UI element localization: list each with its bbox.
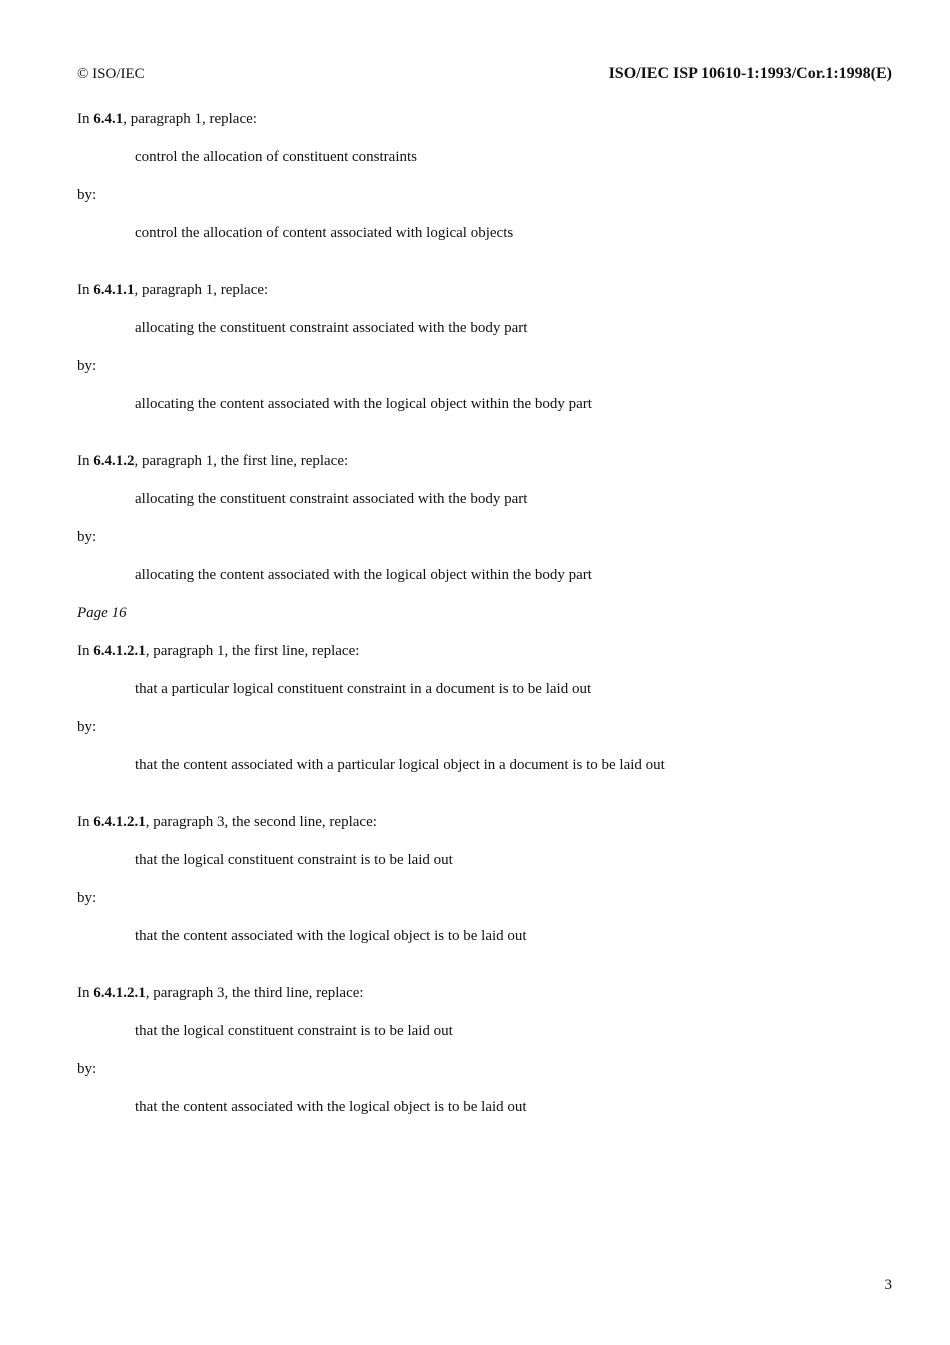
replacement-text: that the content associated with a particular logical object in a document is to be laid out <box>135 757 665 773</box>
instruction-line <box>77 984 897 1002</box>
original-text: that the logical constituent constraint is to be laid out <box>135 1023 453 1039</box>
correction-block <box>77 110 897 242</box>
instruction-suffix: , paragraph 3, the second line, replace: <box>145 814 377 830</box>
instruction-line <box>77 642 897 660</box>
instruction-suffix: , paragraph 1, replace: <box>123 111 257 127</box>
instruction-suffix: , paragraph 3, the third line, replace: <box>145 985 364 1001</box>
clause-number: 6.4.1.2.1 <box>93 814 146 830</box>
instruction-prefix: In <box>77 985 94 1001</box>
instruction-prefix: In <box>77 282 94 298</box>
header-standard-id: ISO/IEC ISP 10610-1:1993/Cor.1:1998(E) <box>608 65 892 82</box>
header-copyright: © ISO/IEC <box>77 66 145 82</box>
by-label: by: <box>77 529 97 545</box>
replacement-text: that the content associated with the logical object is to be laid out <box>135 928 527 944</box>
document-body <box>77 110 897 1155</box>
instruction-prefix: In <box>77 453 94 469</box>
instruction-suffix: , paragraph 1, the first line, replace: <box>134 453 349 469</box>
instruction-line <box>77 110 897 128</box>
correction-block <box>77 452 897 584</box>
clause-number: 6.4.1.2 <box>93 453 135 469</box>
original-text: control the allocation of constituent constraints <box>135 149 418 165</box>
instruction-prefix: In <box>77 814 94 830</box>
instruction-line <box>77 281 897 299</box>
page-number: 3 <box>884 1277 892 1293</box>
instruction-prefix: In <box>77 111 94 127</box>
clause-number: 6.4.1.2.1 <box>93 985 146 1001</box>
replacement-text: that the content associated with the logical object is to be laid out <box>135 1099 527 1115</box>
page-reference: Page 16 <box>77 605 127 621</box>
original-text: allocating the constituent constraint associated with the body part <box>135 491 528 507</box>
instruction-line <box>77 452 897 470</box>
by-label: by: <box>77 358 97 374</box>
original-text: that the logical constituent constraint is to be laid out <box>135 852 453 868</box>
correction-block <box>77 984 897 1116</box>
by-label: by: <box>77 1061 97 1077</box>
clause-number: 6.4.1.1 <box>93 282 135 298</box>
correction-block <box>77 281 897 413</box>
instruction-line <box>77 813 897 831</box>
replacement-text: control the allocation of content associated with logical objects <box>135 225 514 241</box>
replacement-text: allocating the content associated with the logical object within the body part <box>135 567 592 583</box>
instruction-suffix: , paragraph 1, replace: <box>134 282 269 298</box>
by-label: by: <box>77 719 97 735</box>
replacement-text: allocating the content associated with the logical object within the body part <box>135 396 592 412</box>
correction-block <box>77 813 897 945</box>
original-text: allocating the constituent constraint associated with the body part <box>135 320 528 336</box>
clause-number: 6.4.1.2.1 <box>93 643 146 659</box>
by-label: by: <box>77 187 97 203</box>
instruction-suffix: , paragraph 1, the first line, replace: <box>145 643 360 659</box>
instruction-prefix: In <box>77 643 94 659</box>
clause-number: 6.4.1 <box>93 111 124 127</box>
original-text: that a particular logical constituent constraint in a document is to be laid out <box>135 681 592 697</box>
by-label: by: <box>77 890 97 906</box>
correction-block <box>77 642 897 774</box>
